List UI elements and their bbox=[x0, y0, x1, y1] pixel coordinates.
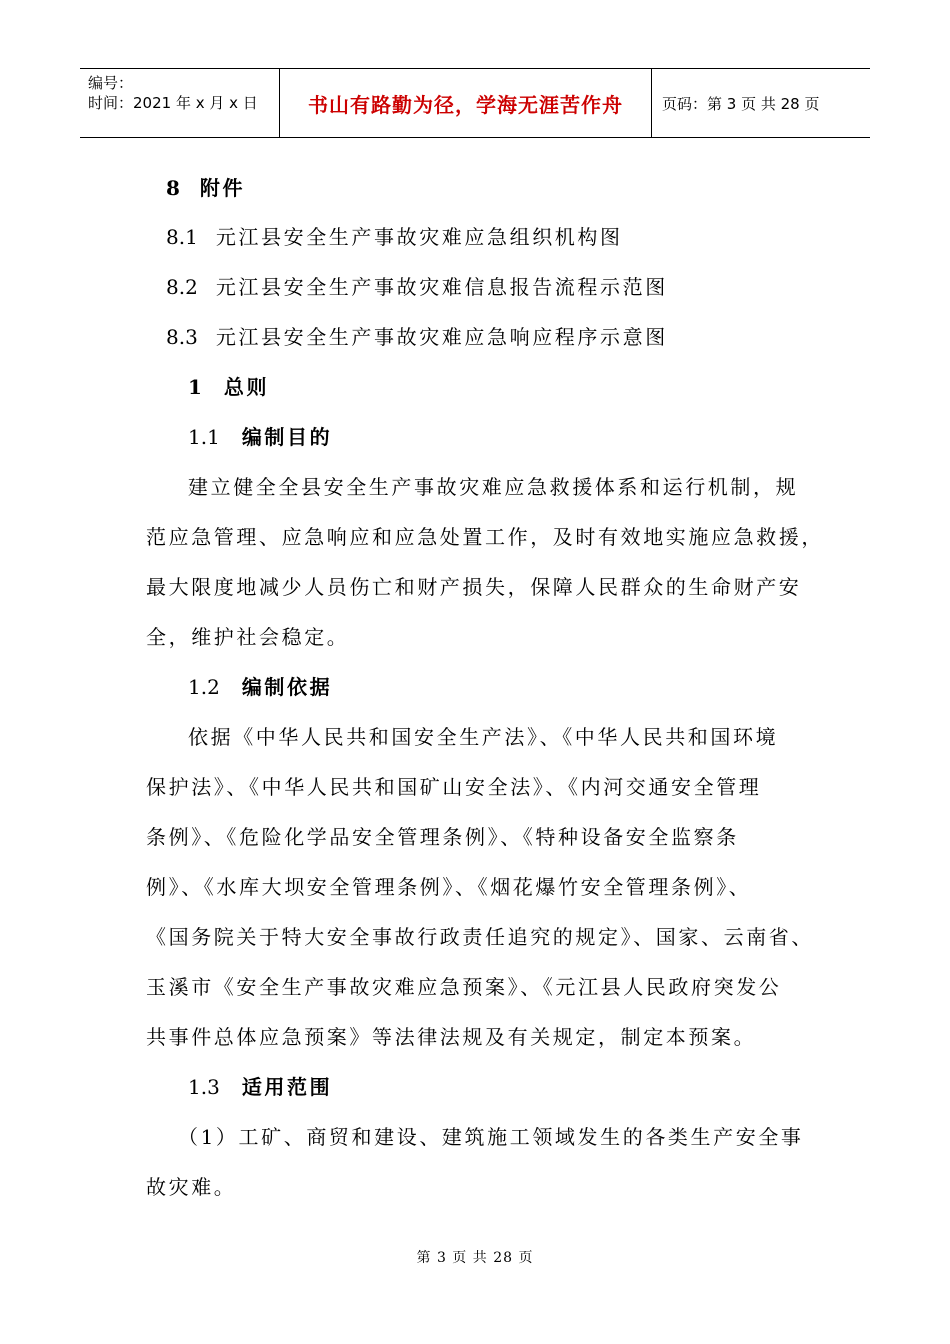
paragraph-line: （1）工矿、商贸和建设、建筑施工领域发生的各类生产安全事 bbox=[178, 1125, 804, 1149]
document-time-label: 时间：2021 年 x 月 x 日 bbox=[88, 94, 258, 112]
paragraph-line: 范应急管理、应急响应和应急处置工作，及时有效地实施应急救援， bbox=[146, 525, 824, 549]
header-motto: 书山有路勤为径，学海无涯苦作舟 bbox=[280, 69, 652, 137]
annex-item-text: 元江县安全生产事故灾难信息报告流程示范图 bbox=[215, 275, 668, 299]
section-number: 8 bbox=[166, 176, 180, 200]
subsection-title: 编制目的 bbox=[241, 425, 333, 449]
subsection-heading-purpose bbox=[188, 421, 332, 450]
subsection-heading-scope bbox=[188, 1071, 332, 1100]
document-number-label: 编号： bbox=[88, 74, 134, 92]
subsection-title: 编制依据 bbox=[241, 675, 333, 699]
paragraph-line: 故灾难。 bbox=[146, 1175, 237, 1199]
annex-item bbox=[166, 271, 668, 300]
section-heading-annex bbox=[166, 172, 245, 201]
paragraph-line: 建立健全全县安全生产事故灾难应急救援体系和运行机制，规 bbox=[188, 475, 799, 499]
section-title: 附件 bbox=[199, 176, 246, 200]
annex-item-text: 元江县安全生产事故灾难应急响应程序示意图 bbox=[215, 325, 668, 349]
annex-item-number: 8.1 bbox=[166, 225, 198, 249]
paragraph-line: 依据《中华人民共和国安全生产法》、《中华人民共和国环境 bbox=[188, 725, 779, 749]
subsection-number: 1.1 bbox=[188, 425, 220, 449]
annex-item bbox=[166, 321, 668, 350]
paragraph-line: 保护法》、《中华人民共和国矿山安全法》、《内河交通安全管理 bbox=[146, 775, 762, 799]
paragraph-line: 共事件总体应急预案》等法律法规及有关规定，制定本预案。 bbox=[146, 1025, 757, 1049]
subsection-number: 1.2 bbox=[188, 675, 220, 699]
paragraph-line: 条例》、《危险化学品安全管理条例》、《特种设备安全监察条 bbox=[146, 825, 739, 849]
annex-item-number: 8.3 bbox=[166, 325, 198, 349]
section-heading-general bbox=[188, 371, 269, 400]
subsection-heading-basis bbox=[188, 671, 332, 700]
paragraph-line: 玉溪市《安全生产事故灾难应急预案》、《元江县人民政府突发公 bbox=[146, 975, 782, 999]
paragraph-line: 例》、《水库大坝安全管理条例》、《烟花爆竹安全管理条例》、 bbox=[146, 875, 752, 899]
subsection-title: 适用范围 bbox=[241, 1075, 333, 1099]
section-title: 总则 bbox=[223, 375, 270, 399]
subsection-number: 1.3 bbox=[188, 1075, 220, 1099]
section-number: 1 bbox=[188, 375, 202, 399]
paragraph-line: 最大限度地减少人员伤亡和财产损失，保障人民群众的生命财产安 bbox=[146, 575, 802, 599]
paragraph-line: 全，维护社会稳定。 bbox=[146, 625, 350, 649]
header-page-info: 页码：第 3 页 共 28 页 bbox=[662, 94, 820, 113]
page-header bbox=[80, 68, 870, 138]
annex-item bbox=[166, 221, 623, 250]
header-meta bbox=[80, 69, 280, 137]
annex-item-number: 8.2 bbox=[166, 275, 198, 299]
annex-item-text: 元江县安全生产事故灾难应急组织机构图 bbox=[215, 225, 623, 249]
page-footer: 第 3 页 共 28 页 bbox=[416, 1250, 534, 1266]
paragraph-line: 《国务院关于特大安全事故行政责任追究的规定》、国家、云南省、 bbox=[146, 925, 814, 949]
